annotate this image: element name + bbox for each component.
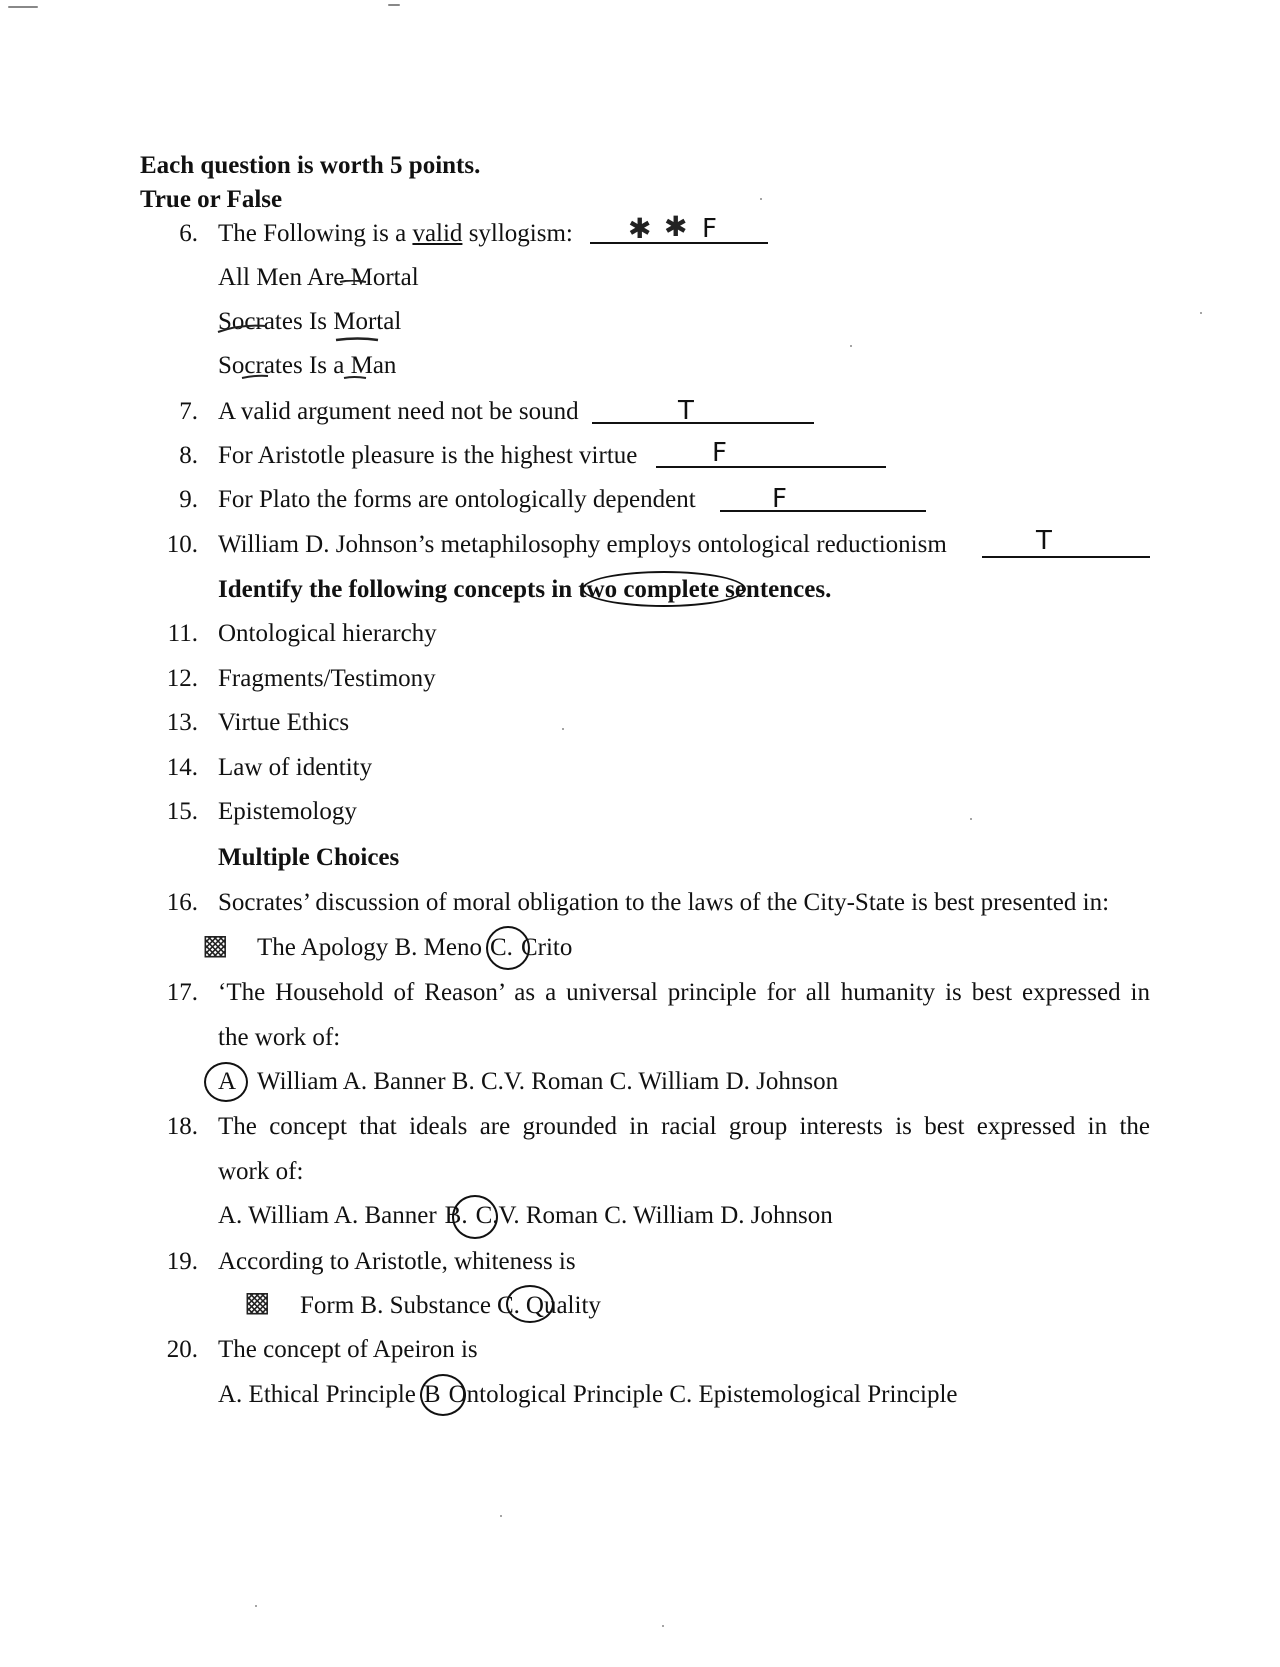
- concept-item: Fragments/Testimony: [218, 665, 436, 692]
- q19-selected-circle: [506, 1285, 554, 1323]
- q6-premise-1: All Men Are Mortal: [218, 264, 419, 291]
- concept-item: Virtue Ethics: [218, 709, 350, 736]
- q19-number: 19.: [166, 1248, 198, 1275]
- q7-number: 7.: [179, 398, 198, 425]
- q8-number: 8.: [179, 442, 198, 469]
- concept-number: 15.: [166, 798, 198, 825]
- scan-speck: [255, 1605, 257, 1607]
- q19-option-c-letter: C.: [496, 1292, 520, 1319]
- q17-options: William A. Banner B. C.V. Roman C. William D. Johnson: [257, 1068, 839, 1095]
- q19-option-c: Quality: [525, 1292, 601, 1319]
- q20-options-rest: Ontological Principle C. Epistemological Principle: [448, 1381, 958, 1408]
- q6-scribble-mark: ✱: [628, 212, 652, 245]
- q18-selected-circle: [452, 1195, 498, 1239]
- q18-number: 18.: [166, 1113, 198, 1140]
- q6-conclusion: Socrates Is a Man: [218, 352, 397, 379]
- concept-number: 12.: [166, 665, 198, 692]
- q18-text-line-2: work of:: [218, 1158, 304, 1185]
- q6-scribble-mark: ✱: [664, 210, 688, 243]
- q18-options-rest: C.V. Roman C. William D. Johnson: [475, 1202, 833, 1229]
- q16-scribbled-option-a: ▩: [202, 928, 229, 961]
- scan-speck: [850, 345, 852, 347]
- multiple-choice-heading: Multiple Choices: [218, 844, 400, 871]
- points-note: Each question is worth 5 points.: [140, 152, 481, 179]
- concept-number: 11.: [167, 620, 198, 647]
- q7-text: A valid argument need not be sound: [218, 398, 579, 425]
- q8-answer-line: [656, 446, 886, 468]
- q16-option-c-letter: C.: [490, 934, 513, 961]
- q6-number: 6.: [179, 220, 198, 247]
- scan-speck: [970, 818, 972, 820]
- q19-text: According to Aristotle, whiteness is: [218, 1248, 576, 1275]
- identify-heading-post: sentences.: [725, 576, 832, 603]
- q8-handwritten-answer: F: [712, 438, 727, 468]
- q6-premise-2: Socrates Is Mortal: [218, 308, 402, 335]
- q19-option-a: Form B. Substance: [300, 1292, 491, 1319]
- concept-item: Law of identity: [218, 754, 373, 781]
- scan-speck: [500, 1515, 502, 1517]
- q10-handwritten-answer: T: [1036, 526, 1052, 556]
- scan-speck: [8, 6, 38, 8]
- q17-selected-circle: [204, 1062, 248, 1102]
- q18-option-b-letter: B.: [444, 1202, 468, 1229]
- q19-options: [300, 1293, 601, 1318]
- q7-answer-line: [592, 402, 814, 424]
- q9-text: For Plato the forms are ontologically dependent: [218, 486, 696, 513]
- scan-speck: [662, 1625, 664, 1627]
- q18-option-a: A. William A. Banner: [218, 1202, 437, 1229]
- concept-item: Epistemology: [218, 798, 357, 825]
- syllogism-term-marks: [210, 280, 430, 390]
- scan-speck: [562, 728, 564, 730]
- identify-heading-circled: two complete: [578, 576, 720, 603]
- q17-option-a-letter: A: [218, 1068, 237, 1095]
- q10-answer-line: [982, 536, 1150, 558]
- q18-text-line-1: The concept that ideals are grounded in racial group interests is best expressed in the: [218, 1113, 1150, 1140]
- scan-speck: [388, 4, 400, 6]
- q19-scribbled-option-a: ▩: [244, 1285, 271, 1318]
- q16-text: Socrates’ discussion of moral obligation to the laws of the City-State is best presented in:: [218, 889, 1110, 916]
- scan-speck: [1200, 312, 1202, 314]
- q17-text-line-2: the work of:: [218, 1024, 341, 1051]
- q18-options: [218, 1203, 833, 1228]
- identify-heading-pre: Identify the following concepts in: [218, 576, 573, 603]
- concept-item: Ontological hierarchy: [218, 620, 437, 647]
- q6-question: [218, 221, 573, 246]
- q6-text-underlined: valid: [412, 220, 463, 247]
- q20-option-b-letter: B: [423, 1381, 441, 1408]
- q20-option-a: A. Ethical Principle: [218, 1381, 416, 1408]
- q16-option-a: The Apology B. Meno: [257, 934, 482, 961]
- q20-text: The concept of Apeiron is: [218, 1336, 478, 1363]
- q16-option-c: Crito: [520, 934, 573, 961]
- q9-answer-line: [720, 490, 926, 512]
- section-true-false: True or False: [140, 186, 283, 213]
- concept-number: 14.: [166, 754, 198, 781]
- q17-text-line-1: ‘The Household of Reason’ as a universal principle for all humanity is best expressed in: [218, 979, 1150, 1006]
- identify-circle-mark: [582, 571, 746, 607]
- q20-number: 20.: [166, 1336, 198, 1363]
- scan-speck: [760, 198, 762, 200]
- q7-handwritten-answer: T: [678, 396, 694, 426]
- q20-selected-circle: [420, 1374, 466, 1416]
- q16-number: 16.: [166, 889, 198, 916]
- concept-number: 13.: [166, 709, 198, 736]
- q9-number: 9.: [179, 486, 198, 513]
- q6-text-pre: The Following is a: [218, 220, 413, 247]
- q9-handwritten-answer: F: [772, 484, 787, 514]
- q17-number: 17.: [166, 979, 198, 1006]
- q8-text: For Aristotle pleasure is the highest virtue: [218, 442, 638, 469]
- q6-handwritten-answer: F: [702, 214, 717, 244]
- q6-text-post: syllogism:: [462, 220, 573, 247]
- q10-text: William D. Johnson’s metaphilosophy employs ontological reductionism: [218, 531, 947, 558]
- q16-selected-circle: [486, 926, 530, 970]
- q10-number: 10.: [166, 531, 198, 558]
- q20-options: [218, 1382, 958, 1407]
